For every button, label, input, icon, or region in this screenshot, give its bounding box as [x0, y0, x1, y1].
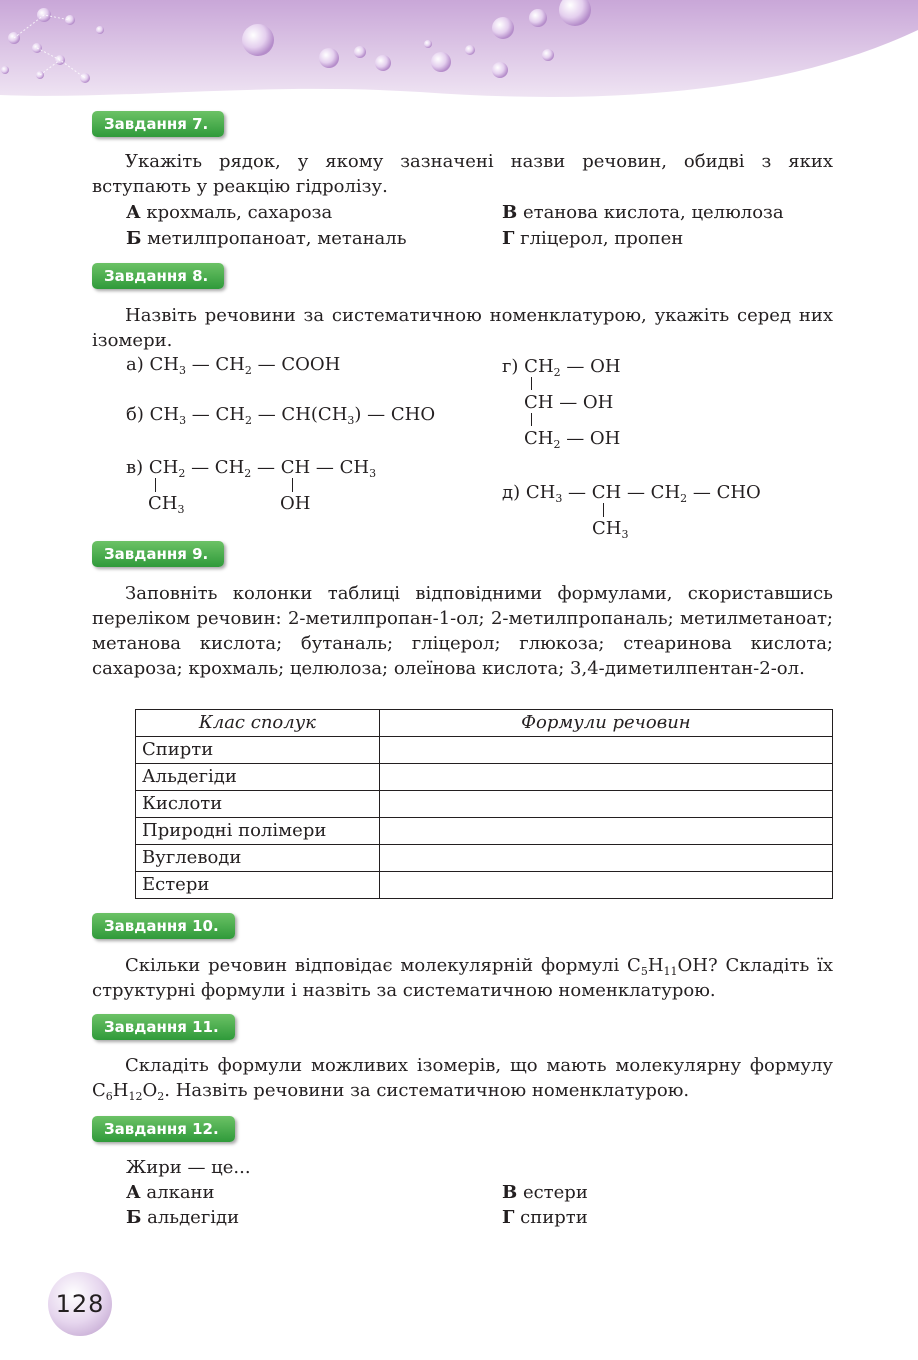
table-cell: Кислоти	[136, 791, 380, 818]
table-cell-empty	[379, 737, 832, 764]
formula-g-row2: CH — OH	[524, 392, 614, 413]
option-a: А крохмаль, сахароза	[126, 202, 333, 223]
table-cell-empty	[379, 845, 832, 872]
task-9-text: Заповніть колонки таблиці відповідними формулами, скориставшись переліком речовин: 2-метилпропан-1-ол; 2-метилпропаналь; метилметаноат; метанова кислота; бутаналь; гліцерол; глюкоза; стеаринова кислота; сахароза; крохмаль; целюлоза; олеїнова кислота; 3,4-диметилпентан-2-ол.	[92, 583, 833, 679]
task-12-badge: Завдання 12.	[92, 1116, 235, 1142]
option-b: Б метилпропаноат, метаналь	[126, 228, 407, 249]
table-cell: Вуглеводи	[136, 845, 380, 872]
table-cell-empty	[379, 818, 832, 845]
table-row	[136, 737, 833, 764]
table-cell: Альдегіди	[136, 764, 380, 791]
table-cell-empty	[379, 791, 832, 818]
table-row	[136, 791, 833, 818]
bond-line	[531, 377, 532, 390]
task-11-text: Складіть формули можливих ізомерів, що мають молекулярну формулу $C_6H_{12}O_2$. Назвіть речовини за систематичною номенклатурою.	[92, 1055, 833, 1103]
task-12-text: Жири — це...	[126, 1157, 251, 1178]
table-row	[136, 845, 833, 872]
formula-g-row1: г) $CH_2$ — OH	[502, 356, 621, 379]
formula-v-oh: OH	[280, 493, 311, 514]
bond-line	[155, 478, 156, 492]
formula-v: в) $CH_2$ — $CH_2$ — CH — $CH_3$	[126, 457, 377, 480]
bond-line	[292, 478, 293, 492]
page-number: 128	[48, 1272, 112, 1336]
header-decoration	[0, 0, 918, 110]
task-7-text: Укажіть рядок, у якому зазначені назви речовин, обидві з яких вступають у реакцію гідролізу.	[92, 151, 833, 197]
option-g: Г гліцерол, пропен	[502, 228, 684, 249]
task-9-badge: Завдання 9.	[92, 541, 224, 567]
option-b: Б альдегіди	[126, 1207, 240, 1228]
option-g: Г спирти	[502, 1207, 588, 1228]
table-row	[136, 872, 833, 899]
formula-v-ch3: $CH_3$	[148, 493, 185, 516]
task-11-badge: Завдання 11.	[92, 1014, 235, 1040]
formula-d-ch3: $CH_3$	[592, 518, 629, 541]
task-8-text: Назвіть речовини за систематичною номенклатурою, укажіть серед них ізомери.	[92, 305, 833, 351]
table-cell-empty	[379, 872, 832, 899]
formula-a: а) $CH_3$ — $CH_2$ — COOH	[126, 354, 341, 377]
option-v: В етанова кислота, целюлоза	[502, 202, 784, 223]
table-row	[136, 818, 833, 845]
task-7-badge: Завдання 7.	[92, 111, 224, 137]
task-8-badge: Завдання 8.	[92, 263, 224, 289]
table-header: Клас сполук	[136, 710, 380, 737]
table-cell: Спирти	[136, 737, 380, 764]
table-header: Формули речовин	[379, 710, 832, 737]
table-cell: Природні полімери	[136, 818, 380, 845]
option-a: А алкани	[126, 1182, 215, 1203]
task-10-badge: Завдання 10.	[92, 913, 235, 939]
classification-table	[135, 709, 833, 899]
table-row	[136, 764, 833, 791]
formula-d: д) $CH_3$ — CH — $CH_2$ — CHO	[502, 482, 761, 505]
formula-g-row3: $CH_2$ — OH	[524, 428, 621, 451]
table-cell: Естери	[136, 872, 380, 899]
formula-b: б) $CH_3$ — $CH_2$ — $CH(CH_3)$ — CHO	[126, 404, 436, 427]
bond-line	[531, 413, 532, 426]
task-10-text: Скільки речовин відповідає молекулярній формулі $C_5H_{11}OH$? Складіть їх структурні формули і назвіть за систематичною номенклатурою.	[92, 955, 833, 1001]
option-v: В естери	[502, 1182, 588, 1203]
bond-line	[603, 503, 604, 517]
table-header-row	[136, 710, 833, 737]
table-cell-empty	[379, 764, 832, 791]
